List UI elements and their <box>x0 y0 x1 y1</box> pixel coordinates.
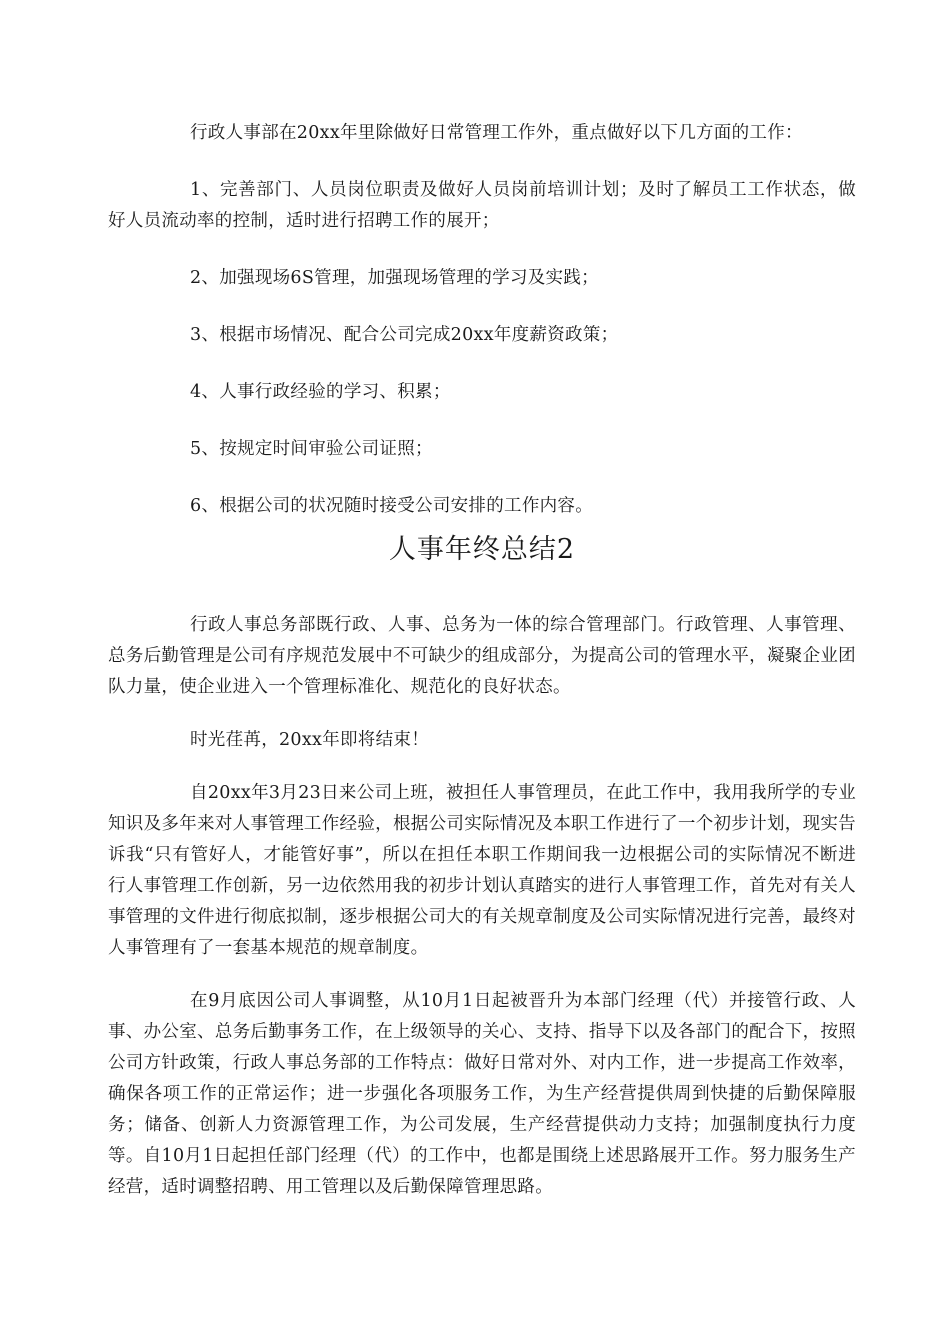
body-paragraph: 时光荏苒，20xx年即将结束！ <box>190 730 430 750</box>
document-page <box>108 118 856 1203</box>
list-item: 4、人事行政经验的学习、积累； <box>190 382 451 402</box>
list-item: 5、按规定时间审验公司证照； <box>190 439 433 459</box>
list-item: 6、根据公司的状况随时接受公司安排的工作内容。 <box>190 496 594 516</box>
body-paragraph: 自20xx年3月23日来公司上班，被担任人事管理员，在此工作中，我用我所学的专业知识及多年来对人事管理工作经验，根据公司实际情况及本职工作进行了一个初步计划，现实告诉我“只有管好人，才能管好事”，所以在担任本职工作期间我一边根据公司的实际情况不断进行人事管理工作创新，另一边依然用我的初步计划认真踏实的进行人事管理工作，首先对有关人事管理的文件进行彻底拟制，逐步根据公司大的有关规章制度及公司实际情况进行完善，最终对人事管理有了一套基本规范的规章制度。 <box>108 783 856 958</box>
list-item: 2、加强现场6S管理，加强现场管理的学习及实践； <box>190 268 599 288</box>
list-item: 3、根据市场情况、配合公司完成20xx年度薪资政策； <box>190 325 619 345</box>
section2-title: 人事年终总结2 <box>388 534 576 565</box>
list-item: 1、完善部门、人员岗位职责及做好人员岗前培训计划；及时了解员工工作状态，做好人员流动率的控制，适时进行招聘工作的展开； <box>108 180 856 231</box>
body-paragraph: 行政人事总务部既行政、人事、总务为一体的综合管理部门。行政管理、人事管理、总务后勤管理是公司有序规范发展中不可缺少的组成部分，为提高公司的管理水平，凝聚企业团队力量，使企业进入一个管理标准化、规范化的良好状态。 <box>108 615 856 697</box>
section1-intro: 行政人事部在20xx年里除做好日常管理工作外，重点做好以下几方面的工作： <box>190 123 803 143</box>
body-paragraph: 在9月底因公司人事调整，从10月1日起被晋升为本部门经理（代）并接管行政、人事、办公室、总务后勤事务工作，在上级领导的关心、支持、指导下以及各部门的配合下，按照公司方针政策，行政人事总务部的工作特点：做好日常对外、对内工作，进一步提高工作效率，确保各项工作的正常运作；进一步强化各项服务工作，为生产经营提供周到快捷的后勤保障服务；储备、创新人力资源管理工作，为公司发展，生产经营提供动力支持；加强制度执行力度等。自10月1日起担任部门经理（代）的工作中，也都是围绕上述思路展开工作。努力服务生产经营，适时调整招聘、用工管理以及后勤保障管理思路。 <box>108 991 856 1197</box>
